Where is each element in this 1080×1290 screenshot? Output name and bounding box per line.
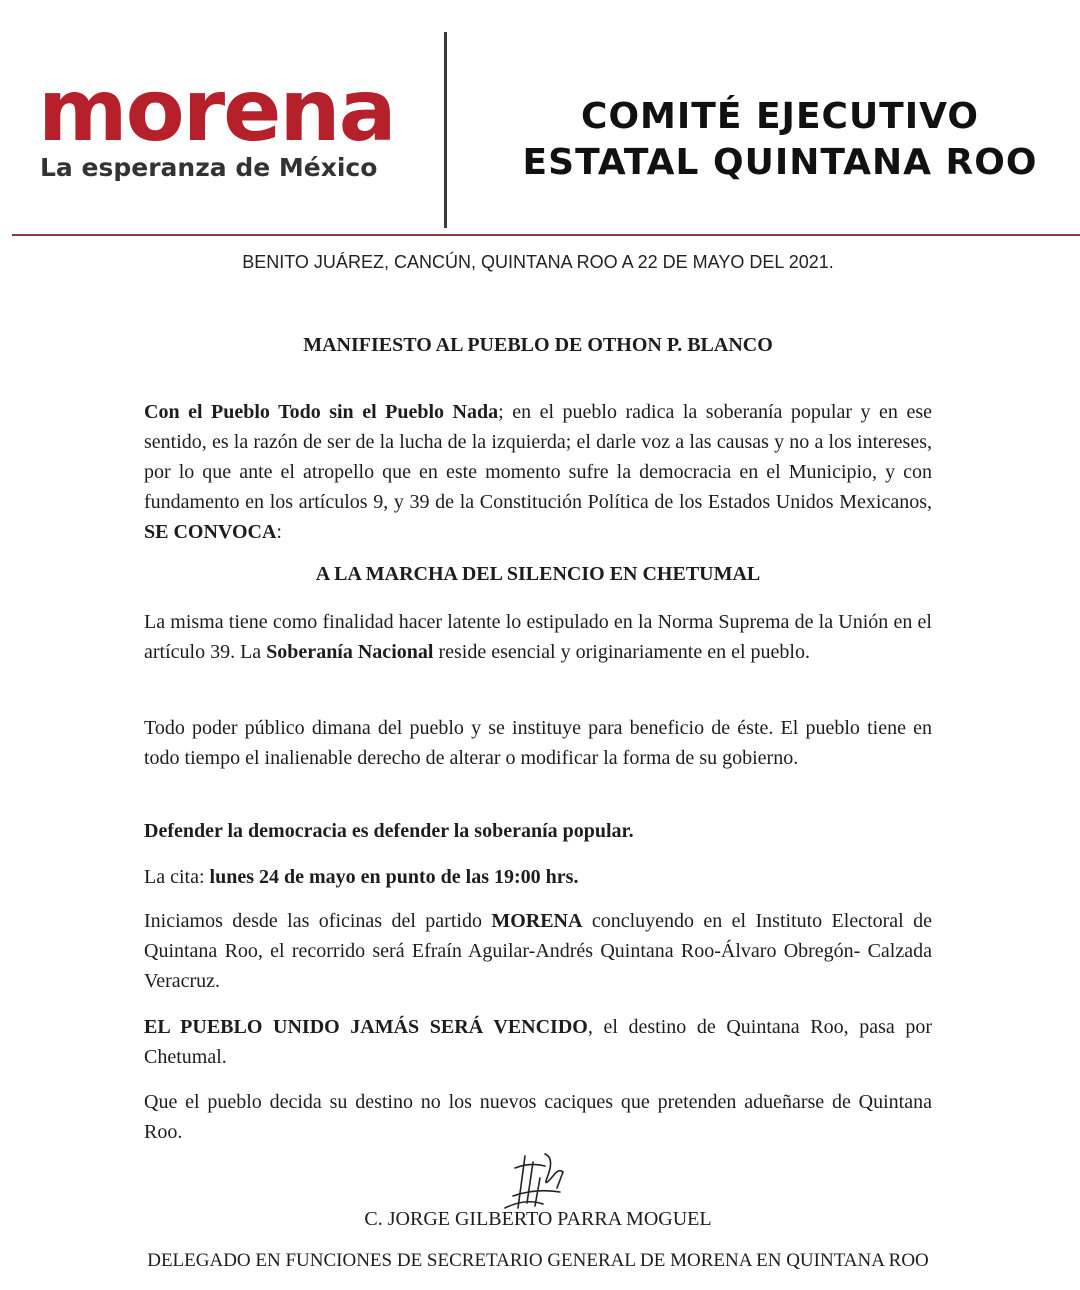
- convoca-text: SE CONVOCA: [144, 521, 277, 543]
- paragraph-slogan: [144, 1012, 932, 1072]
- intro-text: ; en el pueblo radica la soberanía popular y en ese sentido, es la razón de ser de la lucha de la izquierda; el darle voz a las causas y no a los intereses, por lo que ante el atropello que en este momento sufre la democracia en el Municipio, y con fundamento en los artículos 9, y 39 de la Constitución Política de los Estados Unidos Mexicanos,: [144, 401, 932, 513]
- paragraph-meeting: [144, 862, 932, 892]
- slogan-text: , el destino de Quintana Roo, pasa por Chetumal.: [144, 1016, 933, 1068]
- committee-line-1: COMITÉ EJECUTIVO: [581, 96, 979, 137]
- meeting-label: La cita:: [144, 866, 210, 888]
- logo-tagline: La esperanza de México: [40, 153, 378, 182]
- logo-wordmark: morena: [38, 61, 395, 161]
- header-divider-vertical: [444, 32, 447, 228]
- route-text-b: concluyendo en el Instituto Electoral de Quintana Roo, el recorrido será Efraín Aguilar-Andrés Quintana Roo-Álvaro Obregón- Calzada Veracruz.: [144, 910, 932, 992]
- signer-name: C. JORGE GILBERTO PARRA MOGUEL: [364, 1208, 712, 1230]
- purpose-text-a: La misma tiene como finalidad hacer latente lo estipulado en la Norma Suprema de la Unión en el artículo 39. La: [144, 611, 932, 663]
- route-bold: MORENA: [491, 910, 583, 932]
- paragraph-route: [144, 906, 932, 996]
- paragraph-power: Todo poder público dimana del pueblo y se instituye para beneficio de éste. El pueblo tiene en todo tiempo el inalienable derecho de alterar o modificar la forma de su gobierno.: [144, 717, 932, 769]
- header-divider-horizontal: [12, 234, 1080, 236]
- committee-title: [480, 94, 1080, 186]
- defend-text: Defender la democracia es defender la soberanía popular.: [144, 820, 634, 842]
- paragraph-purpose: [144, 607, 932, 667]
- document-title: MANIFIESTO AL PUEBLO DE OTHON P. BLANCO: [303, 334, 773, 356]
- purpose-text-b: reside esencial y originariamente en el pueblo.: [433, 641, 810, 663]
- committee-line-2: ESTATAL QUINTANA ROO: [522, 142, 1038, 183]
- march-title: A LA MARCHA DEL SILENCIO EN CHETUMAL: [315, 563, 761, 585]
- signer-role: DELEGADO EN FUNCIONES DE SECRETARIO GENERAL DE MORENA EN QUINTANA ROO: [147, 1250, 929, 1271]
- slogan-bold: EL PUEBLO UNIDO JAMÁS SERÁ VENCIDO: [144, 1016, 588, 1038]
- purpose-bold: Soberanía Nacional: [266, 641, 434, 663]
- route-text-a: Iniciamos desde las oficinas del partido: [144, 910, 492, 932]
- meeting-time: lunes 24 de mayo en punto de las 19:00 hrs.: [209, 866, 579, 888]
- paragraph-defend: [144, 816, 932, 846]
- intro-end: :: [276, 521, 282, 543]
- place-date: BENITO JUÁREZ, CANCÚN, QUINTANA ROO A 22 DE MAYO DEL 2021.: [242, 252, 834, 272]
- paragraph-closing: Que el pueblo decida su destino no los nuevos caciques que pretenden adueñarse de Quintana Roo.: [144, 1091, 932, 1143]
- paragraph-intro: [144, 397, 932, 547]
- intro-slogan: Con el Pueblo Todo sin el Pueblo Nada: [144, 401, 499, 423]
